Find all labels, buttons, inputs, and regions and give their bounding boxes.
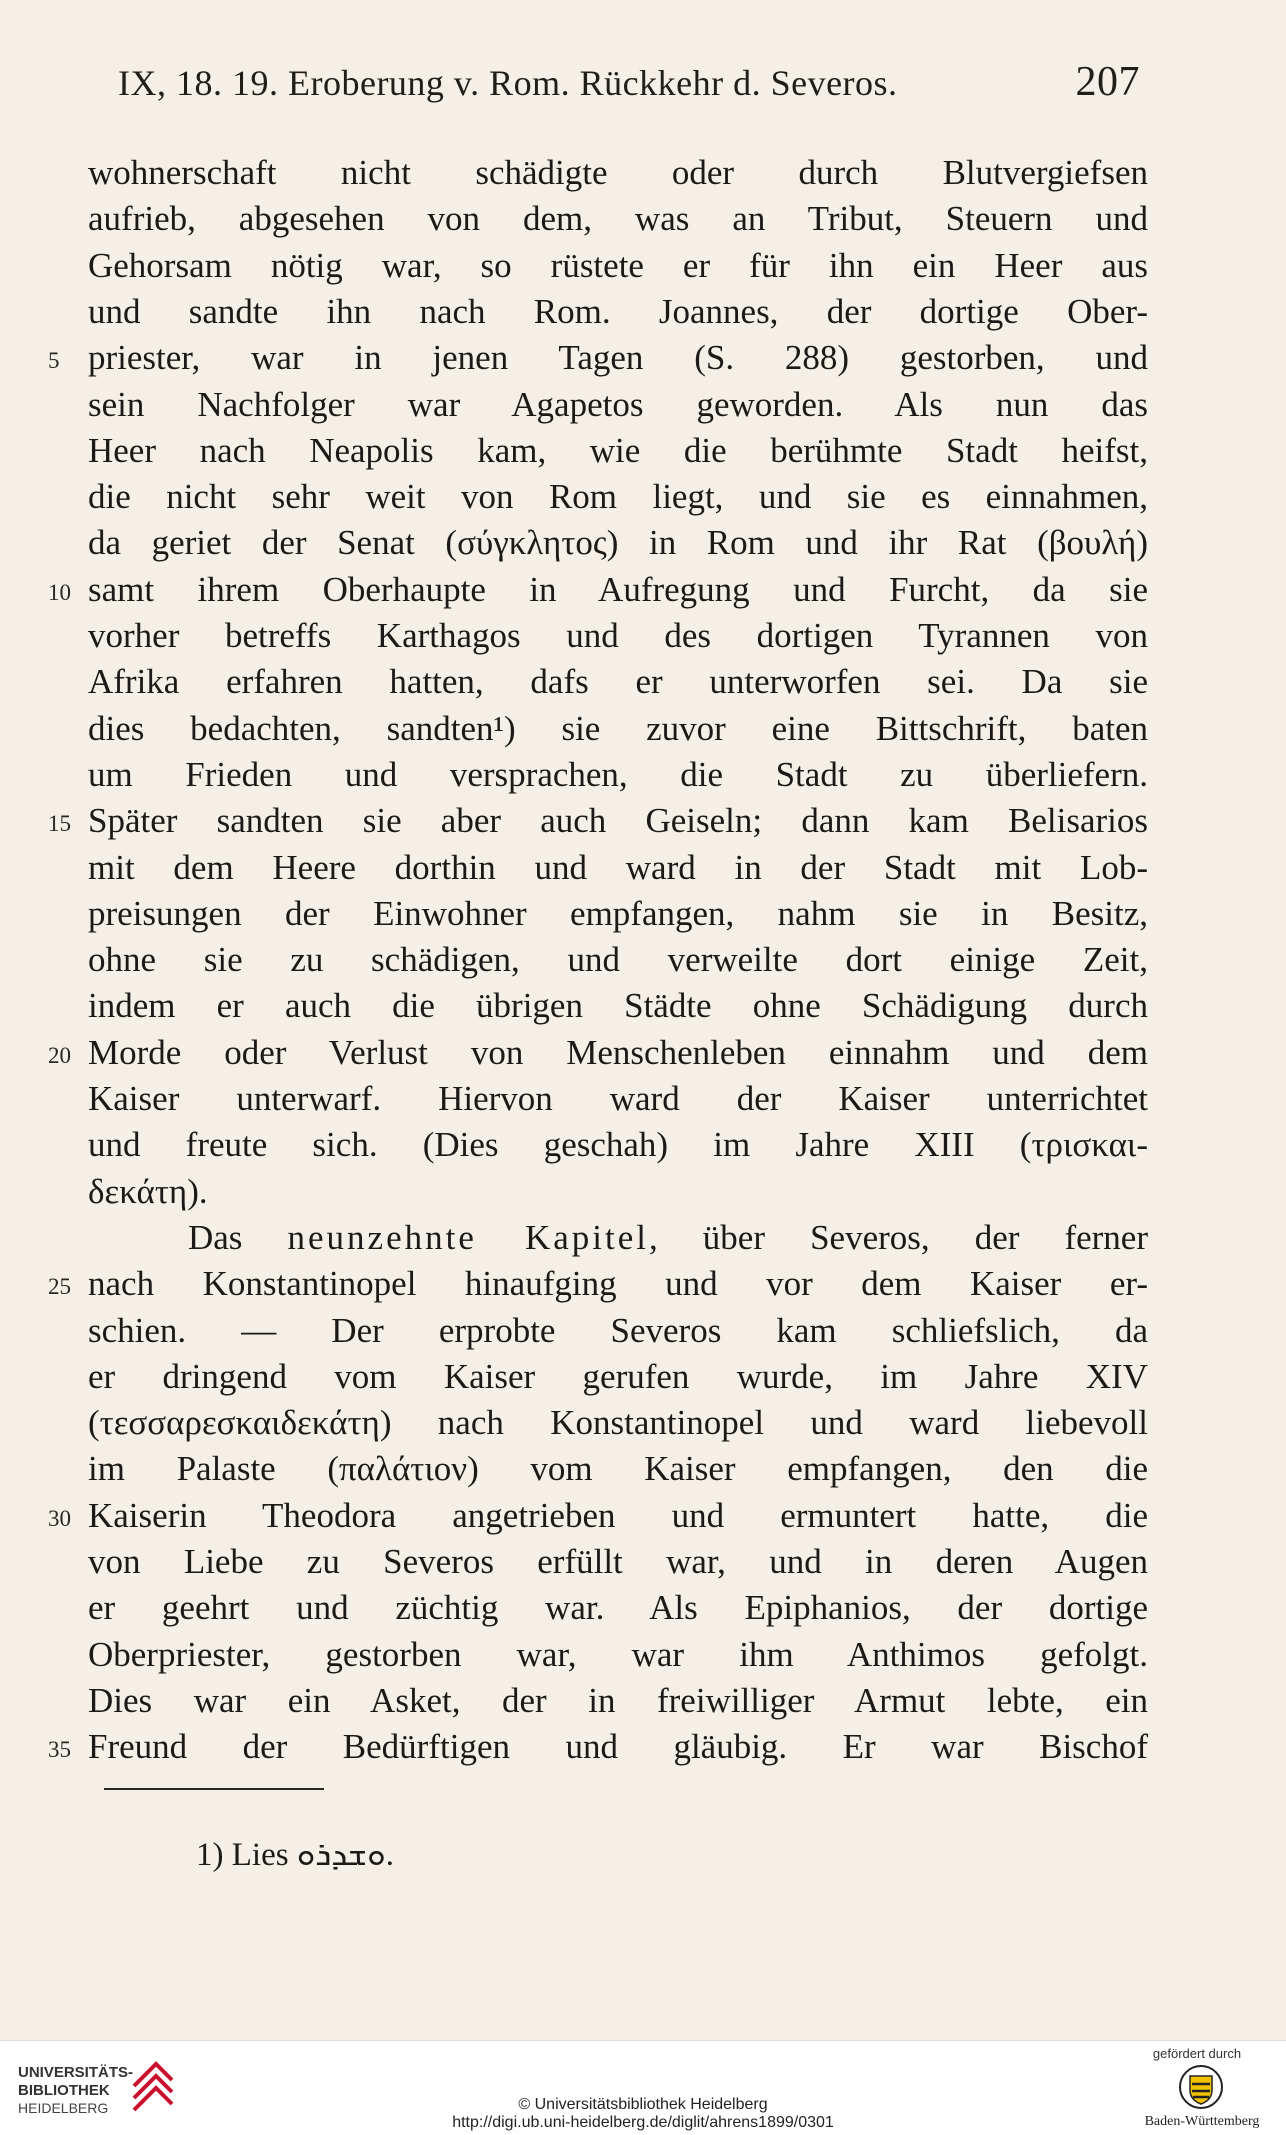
sponsor-block: [1132, 2046, 1272, 2132]
library-name-line2: BIBLIOTHEK: [18, 2082, 110, 2099]
text-line: und sandte ihn nach Rom. Joannes, der dortige Ober-: [88, 291, 1148, 331]
text-line: preisungen der Einwohner empfangen, nahm sie in Besitz,: [88, 893, 1148, 933]
chapter-heading: neunzehnte Kapitel: [287, 1217, 649, 1257]
copyright-notice: © Universitätsbibliothek Heidelberg: [518, 2096, 768, 2113]
text-line: Kaiser unterwarf. Hiervon ward der Kaiser unterrichtet: [88, 1079, 1148, 1118]
text-line: Das neunzehnte Kapitel, über Severos, der ferner: [188, 1217, 1149, 1257]
text-line: vorher betreffs Karthagos und des dortigen Tyrannen von: [88, 616, 1148, 655]
text-line: Afrika erfahren hatten, dafs er unterworfen sei. Da sie: [88, 662, 1148, 702]
library-name-line1: UNIVERSITÄTS-: [18, 2064, 134, 2081]
text-line: Später sandten sie aber auch Geiseln; dann kam Belisarios: [88, 801, 1148, 841]
text-line: nach Konstantinopel hinaufging und vor dem Kaiser er-: [88, 1264, 1148, 1304]
text-line: dies bedachten, sandten¹) sie zuvor eine Bittschrift, baten: [88, 708, 1148, 748]
text-line: ohne sie zu schädigen, und verweilte dort einige Zeit,: [88, 940, 1148, 980]
footnote-rule: [104, 1788, 324, 1790]
text-line: mit dem Heere dorthin und ward in der Stadt mit Lob-: [88, 847, 1148, 887]
text-line: Heer nach Neapolis kam, wie die berühmte Stadt heifst,: [88, 430, 1148, 470]
text-line: priester, war in jenen Tagen (S. 288) gestorben, und: [88, 338, 1148, 378]
text-line: Oberpriester, gestorben war, war ihm Anthimos gefolgt.: [88, 1634, 1148, 1674]
line-number: 25: [48, 1274, 71, 1300]
line-number: 15: [48, 811, 71, 837]
text-line: von Liebe zu Severos erfüllt war, und in deren Augen: [88, 1542, 1148, 1581]
sponsor-label: gefördert durch: [1152, 2046, 1242, 2061]
footnote: 1) Lies ܘܫܕܪܘ.: [196, 1837, 394, 1873]
text-line: er dringend vom Kaiser gerufen wurde, im Jahre XIV: [88, 1356, 1148, 1396]
text-line: indem er auch die übrigen Städte ohne Schädigung durch: [88, 986, 1148, 1026]
page-number: 207: [1075, 59, 1140, 105]
line-number: 10: [48, 579, 71, 605]
text-line: im Palaste (παλάτιον) vom Kaiser empfangen, den die: [88, 1449, 1148, 1489]
line-number: 5: [48, 348, 60, 374]
text-line: er geehrt und züchtig war. Als Epiphanios, der dortige: [88, 1588, 1148, 1628]
text-line: schien. — Der erprobte Severos kam schliefslich, da: [88, 1310, 1148, 1350]
text-line: aufrieb, abgesehen von dem, was an Tribut, Steuern und: [88, 199, 1148, 239]
text-line: wohnerschaft nicht schädigte oder durch Blutvergiefsen: [88, 153, 1148, 192]
running-header: [118, 58, 1140, 118]
permalink[interactable]: http://digi.ub.uni-heidelberg.de/diglit/ahrens1899/0301: [452, 2114, 834, 2131]
line-number: 35: [48, 1737, 71, 1763]
text-line: Gehorsam nötig war, so rüstete er für ihn ein Heer aus: [88, 245, 1148, 285]
text-line: die nicht sehr weit von Rom liegt, und sie es einnahmen,: [88, 477, 1148, 517]
text-line: (τεσσαρεσκαιδεκάτη) nach Konstantinopel und ward liebevoll: [88, 1403, 1148, 1443]
line-number: 30: [48, 1505, 71, 1531]
running-title: IX, 18. 19. Eroberung v. Rom. Rückkehr d. Severos.: [118, 63, 898, 103]
text-line: da geriet der Senat (σύγκλητος) in Rom und ihr Rat (βουλή): [88, 523, 1148, 563]
text-line: Freund der Bedürftigen und gläubig. Er war Bischof: [88, 1727, 1148, 1767]
coat-of-arms-icon: [1178, 2064, 1224, 2110]
text-line: um Frieden und versprachen, die Stadt zu überliefern.: [88, 754, 1148, 794]
text-line: und freute sich. (Dies geschah) im Jahre XIII (τρισκαι-: [88, 1125, 1148, 1165]
line-number: 20: [48, 1042, 71, 1068]
text-line: sein Nachfolger war Agapetos geworden. Als nun das: [88, 384, 1148, 424]
sponsor-name: Baden-Württemberg: [1144, 2114, 1260, 2129]
text-line: δεκάτη).: [88, 1171, 208, 1211]
text-line: Kaiserin Theodora angetrieben und ermuntert hatte, die: [88, 1495, 1148, 1535]
text-line: Morde oder Verlust von Menschenleben einnahm und dem: [88, 1032, 1148, 1072]
text-line: Dies war ein Asket, der in freiwilliger Armut lebte, ein: [88, 1680, 1148, 1720]
text-line: samt ihrem Oberhaupte in Aufregung und Furcht, da sie: [88, 569, 1148, 609]
library-name-line3: HEIDELBERG: [18, 2100, 109, 2116]
